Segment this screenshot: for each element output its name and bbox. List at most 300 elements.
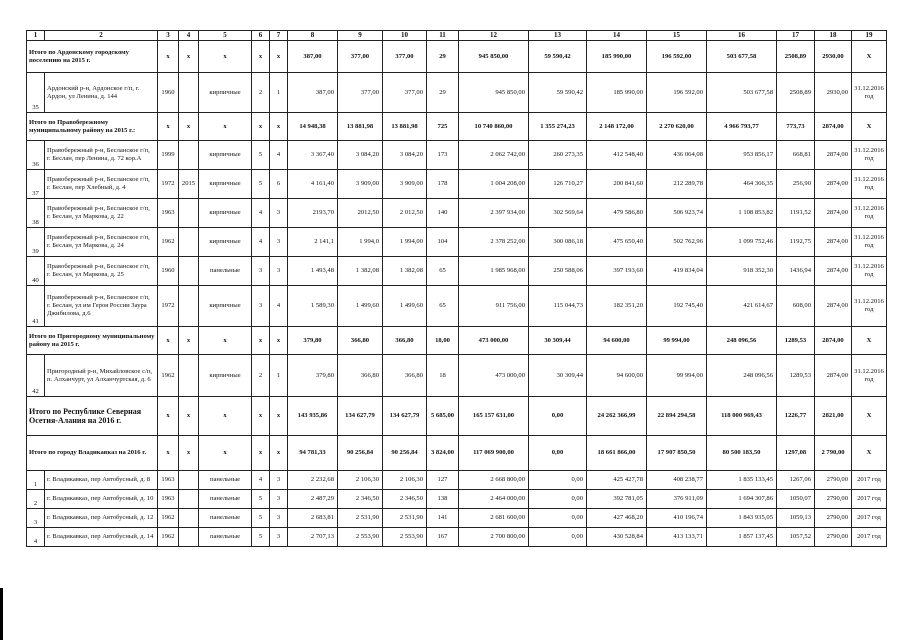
table-cell: 30 309,44 xyxy=(529,327,587,355)
table-cell: 3 824,00 xyxy=(427,436,459,471)
table-cell: 31.12.2016 год xyxy=(852,286,887,327)
column-number: 18 xyxy=(815,31,852,41)
table-cell: 126 710,27 xyxy=(529,170,587,199)
table-cell: 2874,00 xyxy=(815,286,852,327)
table-cell: 3 xyxy=(252,286,270,327)
table-cell: 134 627,79 xyxy=(383,397,427,436)
table-cell: x xyxy=(270,327,288,355)
table-cell: 0,00 xyxy=(529,397,587,436)
address-cell: г. Владикавказ, пер Автобусный, д. 12 xyxy=(45,509,158,528)
address-cell: Правобережный р-н, Бесланское г/п, г. Беслан, ул Маркова, д. 24 xyxy=(45,228,158,257)
table-cell: 31.12.2016 год xyxy=(852,355,887,397)
table-cell: 4 966 793,77 xyxy=(707,113,777,141)
table-cell: x xyxy=(179,397,199,436)
table-cell: 2874,00 xyxy=(815,228,852,257)
table-cell: 392 781,05 xyxy=(587,490,647,509)
table-cell xyxy=(179,141,199,170)
table-cell: 377,00 xyxy=(338,41,383,73)
table-cell: 1 004 208,00 xyxy=(459,170,529,199)
table-cell: 10 740 860,00 xyxy=(459,113,529,141)
table-cell: 2 378 252,00 xyxy=(459,228,529,257)
table-cell: 2 141,1 xyxy=(288,228,338,257)
table-cell: 2874,00 xyxy=(815,355,852,397)
table-cell: 1 355 274,23 xyxy=(529,113,587,141)
table-cell: 2 464 000,00 xyxy=(459,490,529,509)
table-cell: 17 907 850,50 xyxy=(647,436,707,471)
table-cell: x xyxy=(158,436,179,471)
table-cell: 1 694 307,86 xyxy=(707,490,777,509)
table-cell: 5 xyxy=(252,509,270,528)
table-cell: 1 843 935,05 xyxy=(707,509,777,528)
table-cell: 387,00 xyxy=(288,73,338,113)
table-cell: 59 590,42 xyxy=(529,73,587,113)
address-cell: Правобережный р-н, Бесланское г/п, г. Беслан, ул Маркова, д. 25 xyxy=(45,257,158,286)
table-cell: 1 382,08 xyxy=(338,257,383,286)
table-cell: 250 588,06 xyxy=(529,257,587,286)
table-cell: 1226,77 xyxy=(777,397,815,436)
table-cell: 3 909,00 xyxy=(338,170,383,199)
table-cell: 2 270 620,00 xyxy=(647,113,707,141)
table-cell: 3 xyxy=(270,228,288,257)
table-cell: 2 681 600,00 xyxy=(459,509,529,528)
table-cell: 2 553,90 xyxy=(338,528,383,547)
address-cell: Правобережный р-н, Бесланское г/п, г. Беслан, ул Маркова, д. 22 xyxy=(45,199,158,228)
table-cell: 0,00 xyxy=(529,528,587,547)
table-cell: x xyxy=(199,41,252,73)
table-cell: x xyxy=(252,327,270,355)
table-cell: 2 531,90 xyxy=(338,509,383,528)
address-cell: Правобережный р-н, Бесланское г/п, г. Беслан, пер Хлебный, д. 4 xyxy=(45,170,158,199)
table-cell: 3 084,20 xyxy=(338,141,383,170)
row-number: 36 xyxy=(27,141,45,170)
table-cell: 31.12.2016 год xyxy=(852,228,887,257)
table-cell: 366,80 xyxy=(338,355,383,397)
table-cell: 302 569,64 xyxy=(529,199,587,228)
table-cell: x xyxy=(270,436,288,471)
table-cell: 1 xyxy=(270,73,288,113)
table-row xyxy=(27,170,887,199)
table-cell: 1962 xyxy=(158,228,179,257)
table-cell: 1 099 752,46 xyxy=(707,228,777,257)
table-cell: 421 614,67 xyxy=(707,286,777,327)
table-cell: 1999 xyxy=(158,141,179,170)
table-cell: 6 xyxy=(270,170,288,199)
table-cell: 5 xyxy=(252,141,270,170)
row-number: 37 xyxy=(27,170,45,199)
table-cell: 2874,00 xyxy=(815,141,852,170)
table-cell: x xyxy=(199,327,252,355)
table-cell: 3 xyxy=(252,257,270,286)
table-cell: 2508,89 xyxy=(777,73,815,113)
table-cell: кирпичные xyxy=(199,355,252,397)
table-cell: x xyxy=(252,436,270,471)
table-cell: 387,00 xyxy=(288,41,338,73)
table-cell: 2 012,50 xyxy=(383,199,427,228)
table-cell: 185 990,00 xyxy=(587,41,647,73)
table-cell xyxy=(179,509,199,528)
table-cell: 3 367,40 xyxy=(288,141,338,170)
table-cell: 80 500 183,50 xyxy=(707,436,777,471)
table-cell: X xyxy=(852,327,887,355)
table-cell: 196 592,00 xyxy=(647,41,707,73)
table-cell: 2017 год xyxy=(852,528,887,547)
column-number: 7 xyxy=(270,31,288,41)
row-number: 39 xyxy=(27,228,45,257)
table-cell: 377,00 xyxy=(383,73,427,113)
row-number: 35 xyxy=(27,73,45,113)
table-cell: 178 xyxy=(427,170,459,199)
table-cell: 2790,00 xyxy=(815,509,852,528)
table-cell: 3 909,00 xyxy=(383,170,427,199)
table-cell xyxy=(179,73,199,113)
table-cell: x xyxy=(270,113,288,141)
table-cell: 192 745,40 xyxy=(647,286,707,327)
table-cell: 503 677,58 xyxy=(707,73,777,113)
table-cell: 2821,00 xyxy=(815,397,852,436)
table-cell: x xyxy=(199,436,252,471)
address-cell: г. Владикавказ, пер Автобусный, д. 14 xyxy=(45,528,158,547)
table-cell: 2 553,90 xyxy=(383,528,427,547)
row-number: 2 xyxy=(27,490,45,509)
address-cell: Ардонский р-н, Ардонское г/п, г. Ардон, ул Ленина, д. 144 xyxy=(45,73,158,113)
table-cell: 31.12.2016 год xyxy=(852,73,887,113)
table-cell: 4 xyxy=(270,286,288,327)
table-cell: 173 xyxy=(427,141,459,170)
table-cell: 31.12.2016 год xyxy=(852,141,887,170)
table-cell: 24 262 366,99 xyxy=(587,397,647,436)
table-cell: 30 309,44 xyxy=(529,355,587,397)
row-number: 41 xyxy=(27,286,45,327)
table-cell: 14 948,38 xyxy=(288,113,338,141)
table-cell: 430 528,84 xyxy=(587,528,647,547)
table-cell: 1 857 137,45 xyxy=(707,528,777,547)
table-cell: 117 069 900,00 xyxy=(459,436,529,471)
table-cell: 1962 xyxy=(158,528,179,547)
table-row xyxy=(27,73,887,113)
table-cell: 1059,13 xyxy=(777,509,815,528)
table-cell: 65 xyxy=(427,257,459,286)
table-cell: 2 700 800,00 xyxy=(459,528,529,547)
table-cell: 2508,89 xyxy=(777,41,815,73)
table-cell: 2 683,81 xyxy=(288,509,338,528)
table-cell: 1962 xyxy=(158,355,179,397)
table-cell: 182 351,20 xyxy=(587,286,647,327)
address-cell: Правобережный р-н, Бесланское г/п, г. Беслан, пер Ленина, д. 72 кор.А xyxy=(45,141,158,170)
address-cell: Правобережный р-н, Бесланское г/п, г. Беслан, ул им Героя России Заура Джибилова, д.6 xyxy=(45,286,158,327)
table-cell: x xyxy=(270,397,288,436)
table-cell: 911 756,00 xyxy=(459,286,529,327)
table-cell: x xyxy=(270,41,288,73)
table-cell: 2 668 800,00 xyxy=(459,471,529,490)
table-cell: 200 841,60 xyxy=(587,170,647,199)
table-cell: панельные xyxy=(199,490,252,509)
table-row xyxy=(27,141,887,170)
table-cell: 410 196,74 xyxy=(647,509,707,528)
table-cell: x xyxy=(158,397,179,436)
subtotal-row xyxy=(27,113,887,141)
column-number: 13 xyxy=(529,31,587,41)
table-row xyxy=(27,490,887,509)
table-cell: 1963 xyxy=(158,490,179,509)
table-cell: 1962 xyxy=(158,509,179,528)
table-cell: 506 923,74 xyxy=(647,199,707,228)
table-cell xyxy=(179,199,199,228)
housing-repair-table xyxy=(26,30,887,547)
table-cell: 1 108 853,82 xyxy=(707,199,777,228)
table-row xyxy=(27,355,887,397)
table-cell: 397 193,60 xyxy=(587,257,647,286)
column-number: 12 xyxy=(459,31,529,41)
table-cell: 945 850,00 xyxy=(459,73,529,113)
table-cell: 2874,00 xyxy=(815,170,852,199)
column-number: 6 xyxy=(252,31,270,41)
table-cell: X xyxy=(852,113,887,141)
table-cell: 1 382,08 xyxy=(383,257,427,286)
table-cell: панельные xyxy=(199,528,252,547)
table-cell: x xyxy=(158,113,179,141)
table-cell: 3 084,20 xyxy=(383,141,427,170)
table-cell: 18 xyxy=(427,355,459,397)
table-cell: 1 994,00 xyxy=(383,228,427,257)
table-cell: 196 592,00 xyxy=(647,73,707,113)
table-cell: 379,80 xyxy=(288,327,338,355)
table-cell: 2874,00 xyxy=(815,327,852,355)
table-cell: 99 994,00 xyxy=(647,355,707,397)
table-cell: 2193,70 xyxy=(288,199,338,228)
column-number: 8 xyxy=(288,31,338,41)
table-cell: 473 000,00 xyxy=(459,327,529,355)
table-cell: 2 397 934,00 xyxy=(459,199,529,228)
table-cell: 2 062 742,00 xyxy=(459,141,529,170)
table-cell: 2015 xyxy=(179,170,199,199)
table-cell: 408 238,77 xyxy=(647,471,707,490)
table-cell: 1 493,48 xyxy=(288,257,338,286)
table-row xyxy=(27,471,887,490)
table-cell: 4 xyxy=(252,199,270,228)
subtotal-label: Итого по Ардонскому городскому поселению на 2015 г. xyxy=(27,41,158,73)
subtotal-label: Итого по городу Владикавказ на 2016 г. xyxy=(27,436,158,471)
table-cell: панельные xyxy=(199,471,252,490)
table-cell: 725 xyxy=(427,113,459,141)
table-cell: 2874,00 xyxy=(815,113,852,141)
table-cell: 3 xyxy=(270,490,288,509)
column-number: 2 xyxy=(45,31,158,41)
table-cell: 2 707,13 xyxy=(288,528,338,547)
table-cell xyxy=(179,286,199,327)
table-cell: 2930,00 xyxy=(815,73,852,113)
table-cell: 1963 xyxy=(158,471,179,490)
table-cell: 1 499,60 xyxy=(338,286,383,327)
table-cell: 2 106,30 xyxy=(338,471,383,490)
table-cell: кирпичные xyxy=(199,73,252,113)
table-cell: 256,90 xyxy=(777,170,815,199)
column-number-row xyxy=(27,31,887,41)
table-cell: 413 133,71 xyxy=(647,528,707,547)
table-cell: 1972 xyxy=(158,286,179,327)
subtotal-row xyxy=(27,41,887,73)
table-cell xyxy=(179,257,199,286)
table-cell: 479 586,80 xyxy=(587,199,647,228)
table-cell: 2 106,30 xyxy=(383,471,427,490)
subtotal-label: Итого по Правобережному муниципальному району на 2015 г.: xyxy=(27,113,158,141)
table-cell: 2 xyxy=(252,355,270,397)
table-cell: 5 xyxy=(252,170,270,199)
table-cell: 65 xyxy=(427,286,459,327)
column-number: 1 xyxy=(27,31,45,41)
scan-edge-mark xyxy=(0,588,3,640)
table-row xyxy=(27,228,887,257)
table-cell: 1 985 968,00 xyxy=(459,257,529,286)
table-cell: 1 xyxy=(270,355,288,397)
table-cell: 1191,52 xyxy=(777,199,815,228)
table-cell: 134 627,79 xyxy=(338,397,383,436)
table-row xyxy=(27,509,887,528)
table-cell: 0,00 xyxy=(529,471,587,490)
table-cell: 953 856,17 xyxy=(707,141,777,170)
table-cell: 167 xyxy=(427,528,459,547)
table-row xyxy=(27,257,887,286)
table-cell: x xyxy=(199,397,252,436)
table-cell: 1057,52 xyxy=(777,528,815,547)
column-number: 14 xyxy=(587,31,647,41)
table-cell: 1 994,0 xyxy=(338,228,383,257)
table-cell: 2 531,90 xyxy=(383,509,427,528)
table-cell: 2017 год xyxy=(852,509,887,528)
table-cell: 377,00 xyxy=(338,73,383,113)
table-cell: x xyxy=(252,41,270,73)
table-cell: 165 157 631,00 xyxy=(459,397,529,436)
table-cell: 0,00 xyxy=(529,436,587,471)
table-cell: 90 256,84 xyxy=(383,436,427,471)
table-cell: 1050,07 xyxy=(777,490,815,509)
table-cell: 2012,50 xyxy=(338,199,383,228)
table-cell: 918 352,30 xyxy=(707,257,777,286)
table-cell: 2 xyxy=(252,73,270,113)
table-cell: x xyxy=(252,397,270,436)
table-cell xyxy=(179,355,199,397)
table-cell: 1436,94 xyxy=(777,257,815,286)
table-cell: x xyxy=(199,113,252,141)
table-cell: 94 781,33 xyxy=(288,436,338,471)
table-cell: X xyxy=(852,436,887,471)
table-cell: 2 346,50 xyxy=(338,490,383,509)
table-cell xyxy=(179,228,199,257)
table-cell: 366,80 xyxy=(383,355,427,397)
table-cell: 0,00 xyxy=(529,509,587,528)
table-cell: кирпичные xyxy=(199,228,252,257)
table-cell: 376 911,09 xyxy=(647,490,707,509)
table-cell: 366,80 xyxy=(383,327,427,355)
table-cell xyxy=(179,490,199,509)
row-number: 38 xyxy=(27,199,45,228)
table-row xyxy=(27,286,887,327)
subtotal-label: Итого по Республике Северная Осетия-Алания на 2016 г. xyxy=(27,397,158,436)
table-cell: 13 881,98 xyxy=(338,113,383,141)
table-cell: 419 834,04 xyxy=(647,257,707,286)
column-number: 5 xyxy=(199,31,252,41)
table-cell: 1960 xyxy=(158,73,179,113)
table-row xyxy=(27,528,887,547)
table-cell: x xyxy=(179,41,199,73)
table-cell: 1 499,60 xyxy=(383,286,427,327)
table-cell: 185 990,00 xyxy=(587,73,647,113)
table-cell: 29 xyxy=(427,73,459,113)
table-cell: 608,00 xyxy=(777,286,815,327)
table-cell: 0,00 xyxy=(529,490,587,509)
table-cell: 104 xyxy=(427,228,459,257)
subtotal-row xyxy=(27,327,887,355)
table-cell: 668,81 xyxy=(777,141,815,170)
table-cell: 138 xyxy=(427,490,459,509)
table-cell: x xyxy=(179,113,199,141)
table-cell: 18,00 xyxy=(427,327,459,355)
table-cell: 90 256,84 xyxy=(338,436,383,471)
table-cell: 5 xyxy=(252,528,270,547)
table-cell: 248 096,56 xyxy=(707,327,777,355)
column-number: 4 xyxy=(179,31,199,41)
table-cell: 260 273,35 xyxy=(529,141,587,170)
address-cell: г. Владикавказ, пер Автобусный, д. 8 xyxy=(45,471,158,490)
table-cell: 2 232,68 xyxy=(288,471,338,490)
table-cell: X xyxy=(852,41,887,73)
table-cell: x xyxy=(179,436,199,471)
table-cell xyxy=(179,528,199,547)
table-cell: 475 650,40 xyxy=(587,228,647,257)
column-number: 11 xyxy=(427,31,459,41)
address-cell: г. Владикавказ, пер Автобусный, д. 10 xyxy=(45,490,158,509)
table-cell: 366,80 xyxy=(338,327,383,355)
table-cell: 300 086,18 xyxy=(529,228,587,257)
row-number: 42 xyxy=(27,355,45,397)
table-cell: 3 xyxy=(270,471,288,490)
table-cell: 4 xyxy=(252,228,270,257)
table-cell: 1 835 133,45 xyxy=(707,471,777,490)
row-number: 4 xyxy=(27,528,45,547)
table-cell: 473 000,00 xyxy=(459,355,529,397)
table-cell: 248 096,56 xyxy=(707,355,777,397)
table-cell: 212 289,78 xyxy=(647,170,707,199)
table-cell: x xyxy=(158,41,179,73)
table-cell: 5 xyxy=(252,490,270,509)
row-number: 3 xyxy=(27,509,45,528)
row-number: 40 xyxy=(27,257,45,286)
row-number: 1 xyxy=(27,471,45,490)
table-cell: 503 677,58 xyxy=(707,41,777,73)
table-cell: 2 487,29 xyxy=(288,490,338,509)
table-cell: кирпичные xyxy=(199,199,252,228)
table-cell: 2790,00 xyxy=(815,490,852,509)
column-number: 15 xyxy=(647,31,707,41)
table-cell: 4 161,40 xyxy=(288,170,338,199)
table-cell: 502 762,96 xyxy=(647,228,707,257)
table-cell: X xyxy=(852,397,887,436)
table-cell: x xyxy=(158,327,179,355)
table-cell: 1972 xyxy=(158,170,179,199)
table-cell: 2930,00 xyxy=(815,41,852,73)
table-cell: 94 600,00 xyxy=(587,327,647,355)
table-cell: 377,00 xyxy=(383,41,427,73)
table-cell: 945 850,00 xyxy=(459,41,529,73)
table-cell: 94 600,00 xyxy=(587,355,647,397)
table-cell: 2874,00 xyxy=(815,199,852,228)
table-cell: 4 xyxy=(252,471,270,490)
column-number: 3 xyxy=(158,31,179,41)
table-cell: 3 xyxy=(270,509,288,528)
table-cell: x xyxy=(252,113,270,141)
subtotal-label: Итого по Пригородному муниципальному району на 2015 г. xyxy=(27,327,158,355)
subtotal-row xyxy=(27,436,887,471)
table-cell: 412 548,40 xyxy=(587,141,647,170)
